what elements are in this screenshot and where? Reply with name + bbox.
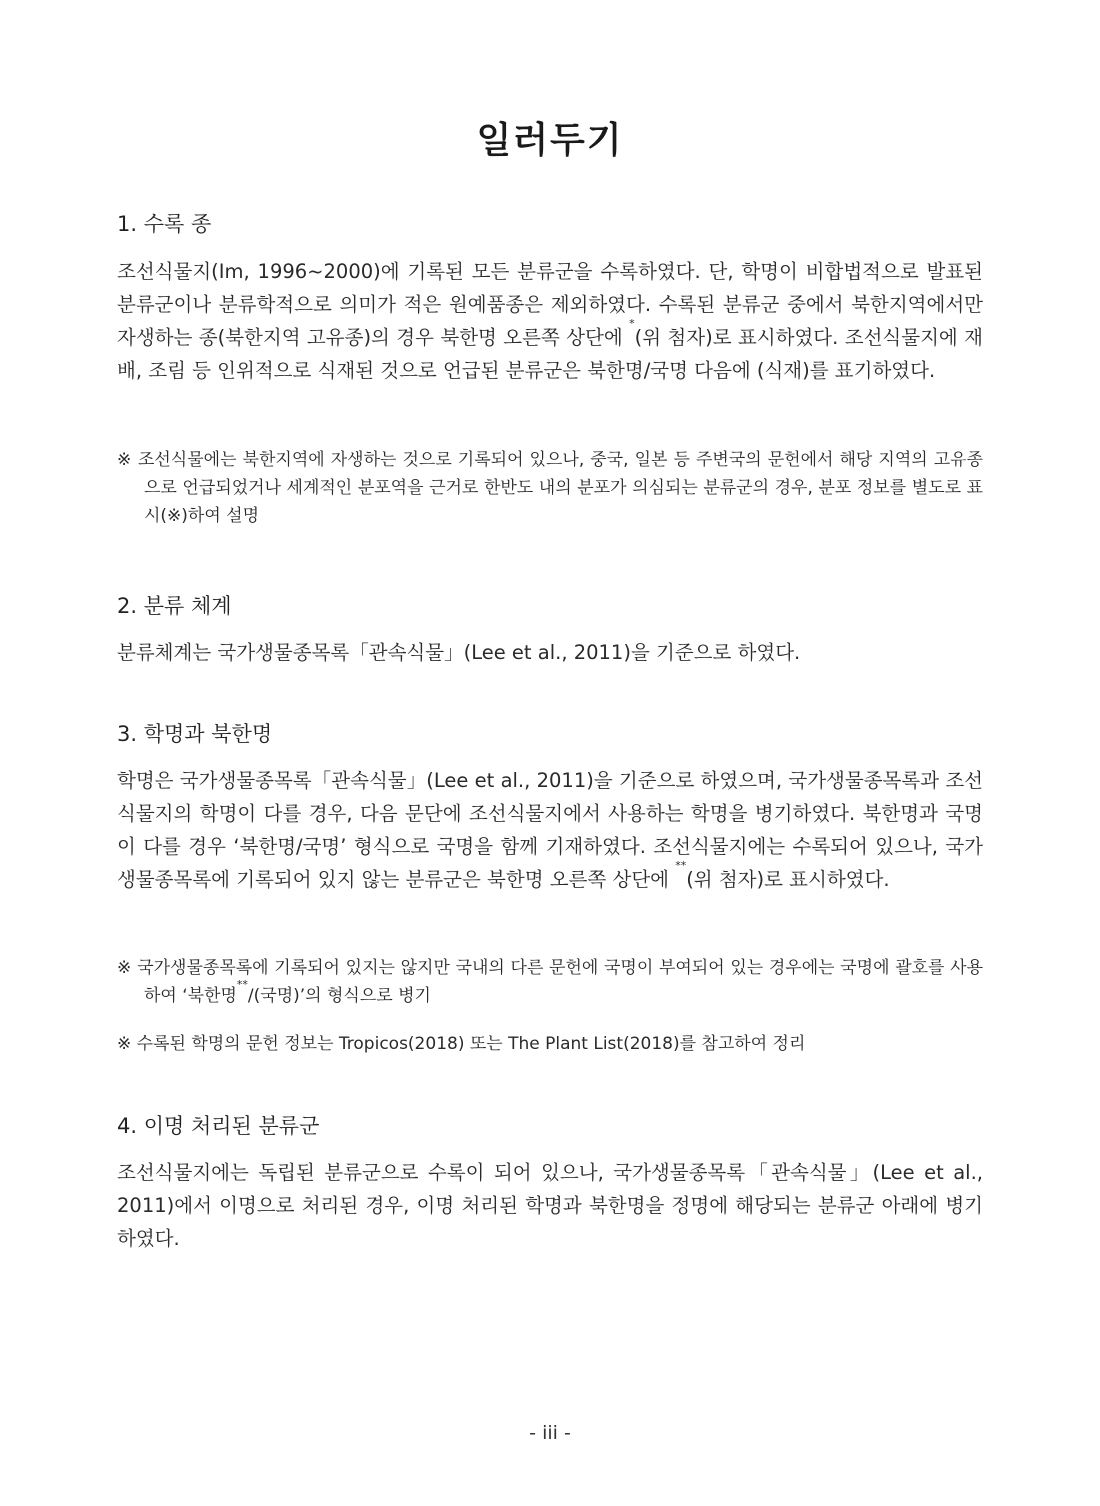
note-superscript-mark: ** [236,978,248,991]
section-3-paragraph-text-a: 학명은 국가생물종목록「관속식물」(Lee et al., 2011)을 기준으로 하였으며, 국가생물종목록과 조선식물지의 학명이 다를 경우, 다음 문단에 조선식물지에서 사용하는 학명을 병기하였다. 북한명과 국명이 다를 경우 ‘북한명/국명’ 형식으로 국명을 함께 기재하였다. 조선식물지에는 수록되어 있으나, 국가생물종목록에 기록되어 있지 않는 분류군은 북한명 오른쪽 상단에 [117,769,983,891]
section-1-paragraph-text-a: 조선식물지(Im, 1996~2000)에 기록된 모든 분류군을 수록하였다. 단, 학명이 비합법적으로 발표된 분류군이나 분류학적으로 의미가 적은 원예품종은 제외하였다. 수록된 분류군 중에서 북한지역에서만 자생하는 종(북한지역 고유종)의 경우 북한명 오른쪽 상단에 [117,260,983,349]
page-title: 일러두기 [476,120,624,161]
section-1-paragraph-text-b: (위 첨자)로 표시하였다. 조선식물지에 재배, 조림 등 인위적으로 식재된 것으로 언급된 분류군은 북한명/국명 다음에 (식재)를 표기하였다. [117,326,983,382]
endemic-superscript-mark: * [629,317,635,330]
unlisted-superscript-mark: ** [675,859,687,872]
section-heading-4: 4. 이명 처리된 분류군 [117,1114,320,1138]
section-heading-2: 2. 분류 체계 [117,594,232,618]
page-number: - iii - [529,1422,571,1444]
section-3-note-1-text-a: ※ 국가생물종목록에 기록되어 있지는 않지만 국내의 다른 문헌에 국명이 부여되어 있는 경우에는 국명에 괄호를 사용하여 ‘북한명 [117,958,983,1006]
section-1-note: ※ 조선식물에는 북한지역에 자생하는 것으로 기록되어 있으나, 중국, 일본 등 주변국의 문헌에서 해당 지역의 고유종으로 언급되었거나 세계적인 분포역을 근거로 한반도 내의 분포가 의심되는 분류군의 경우, 분포 정보를 별도로 표시(※)하여 설명 [117,450,983,526]
section-1-paragraph [117,255,983,387]
section-3-note-1 [117,954,983,1010]
section-3-note-1-text-b: /(국명)’의 형식으로 병기 [247,986,431,1006]
section-3-note-2: ※ 수록된 학명의 문헌 정보는 Tropicos(2018) 또는 The Plant List(2018)를 참고하여 정리 [117,1034,806,1054]
section-heading-1: 1. 수록 종 [117,212,212,236]
section-3-paragraph-text-b: (위 첨자)로 표시하였다. [686,868,890,891]
section-heading-3: 3. 학명과 북한명 [117,722,273,746]
section-2-paragraph: 분류체계는 국가생물종목록「관속식물」(Lee et al., 2011)을 기준으로 하였다. [117,641,801,664]
section-3-paragraph [117,764,983,896]
section-4-paragraph: 조선식물지에는 독립된 분류군으로 수록이 되어 있으나, 국가생물종목록「관속식물」(Lee et al., 2011)에서 이명으로 처리된 경우, 이명 처리된 학명과 북한명을 정명에 해당되는 분류군 아래에 병기하였다. [117,1161,983,1250]
